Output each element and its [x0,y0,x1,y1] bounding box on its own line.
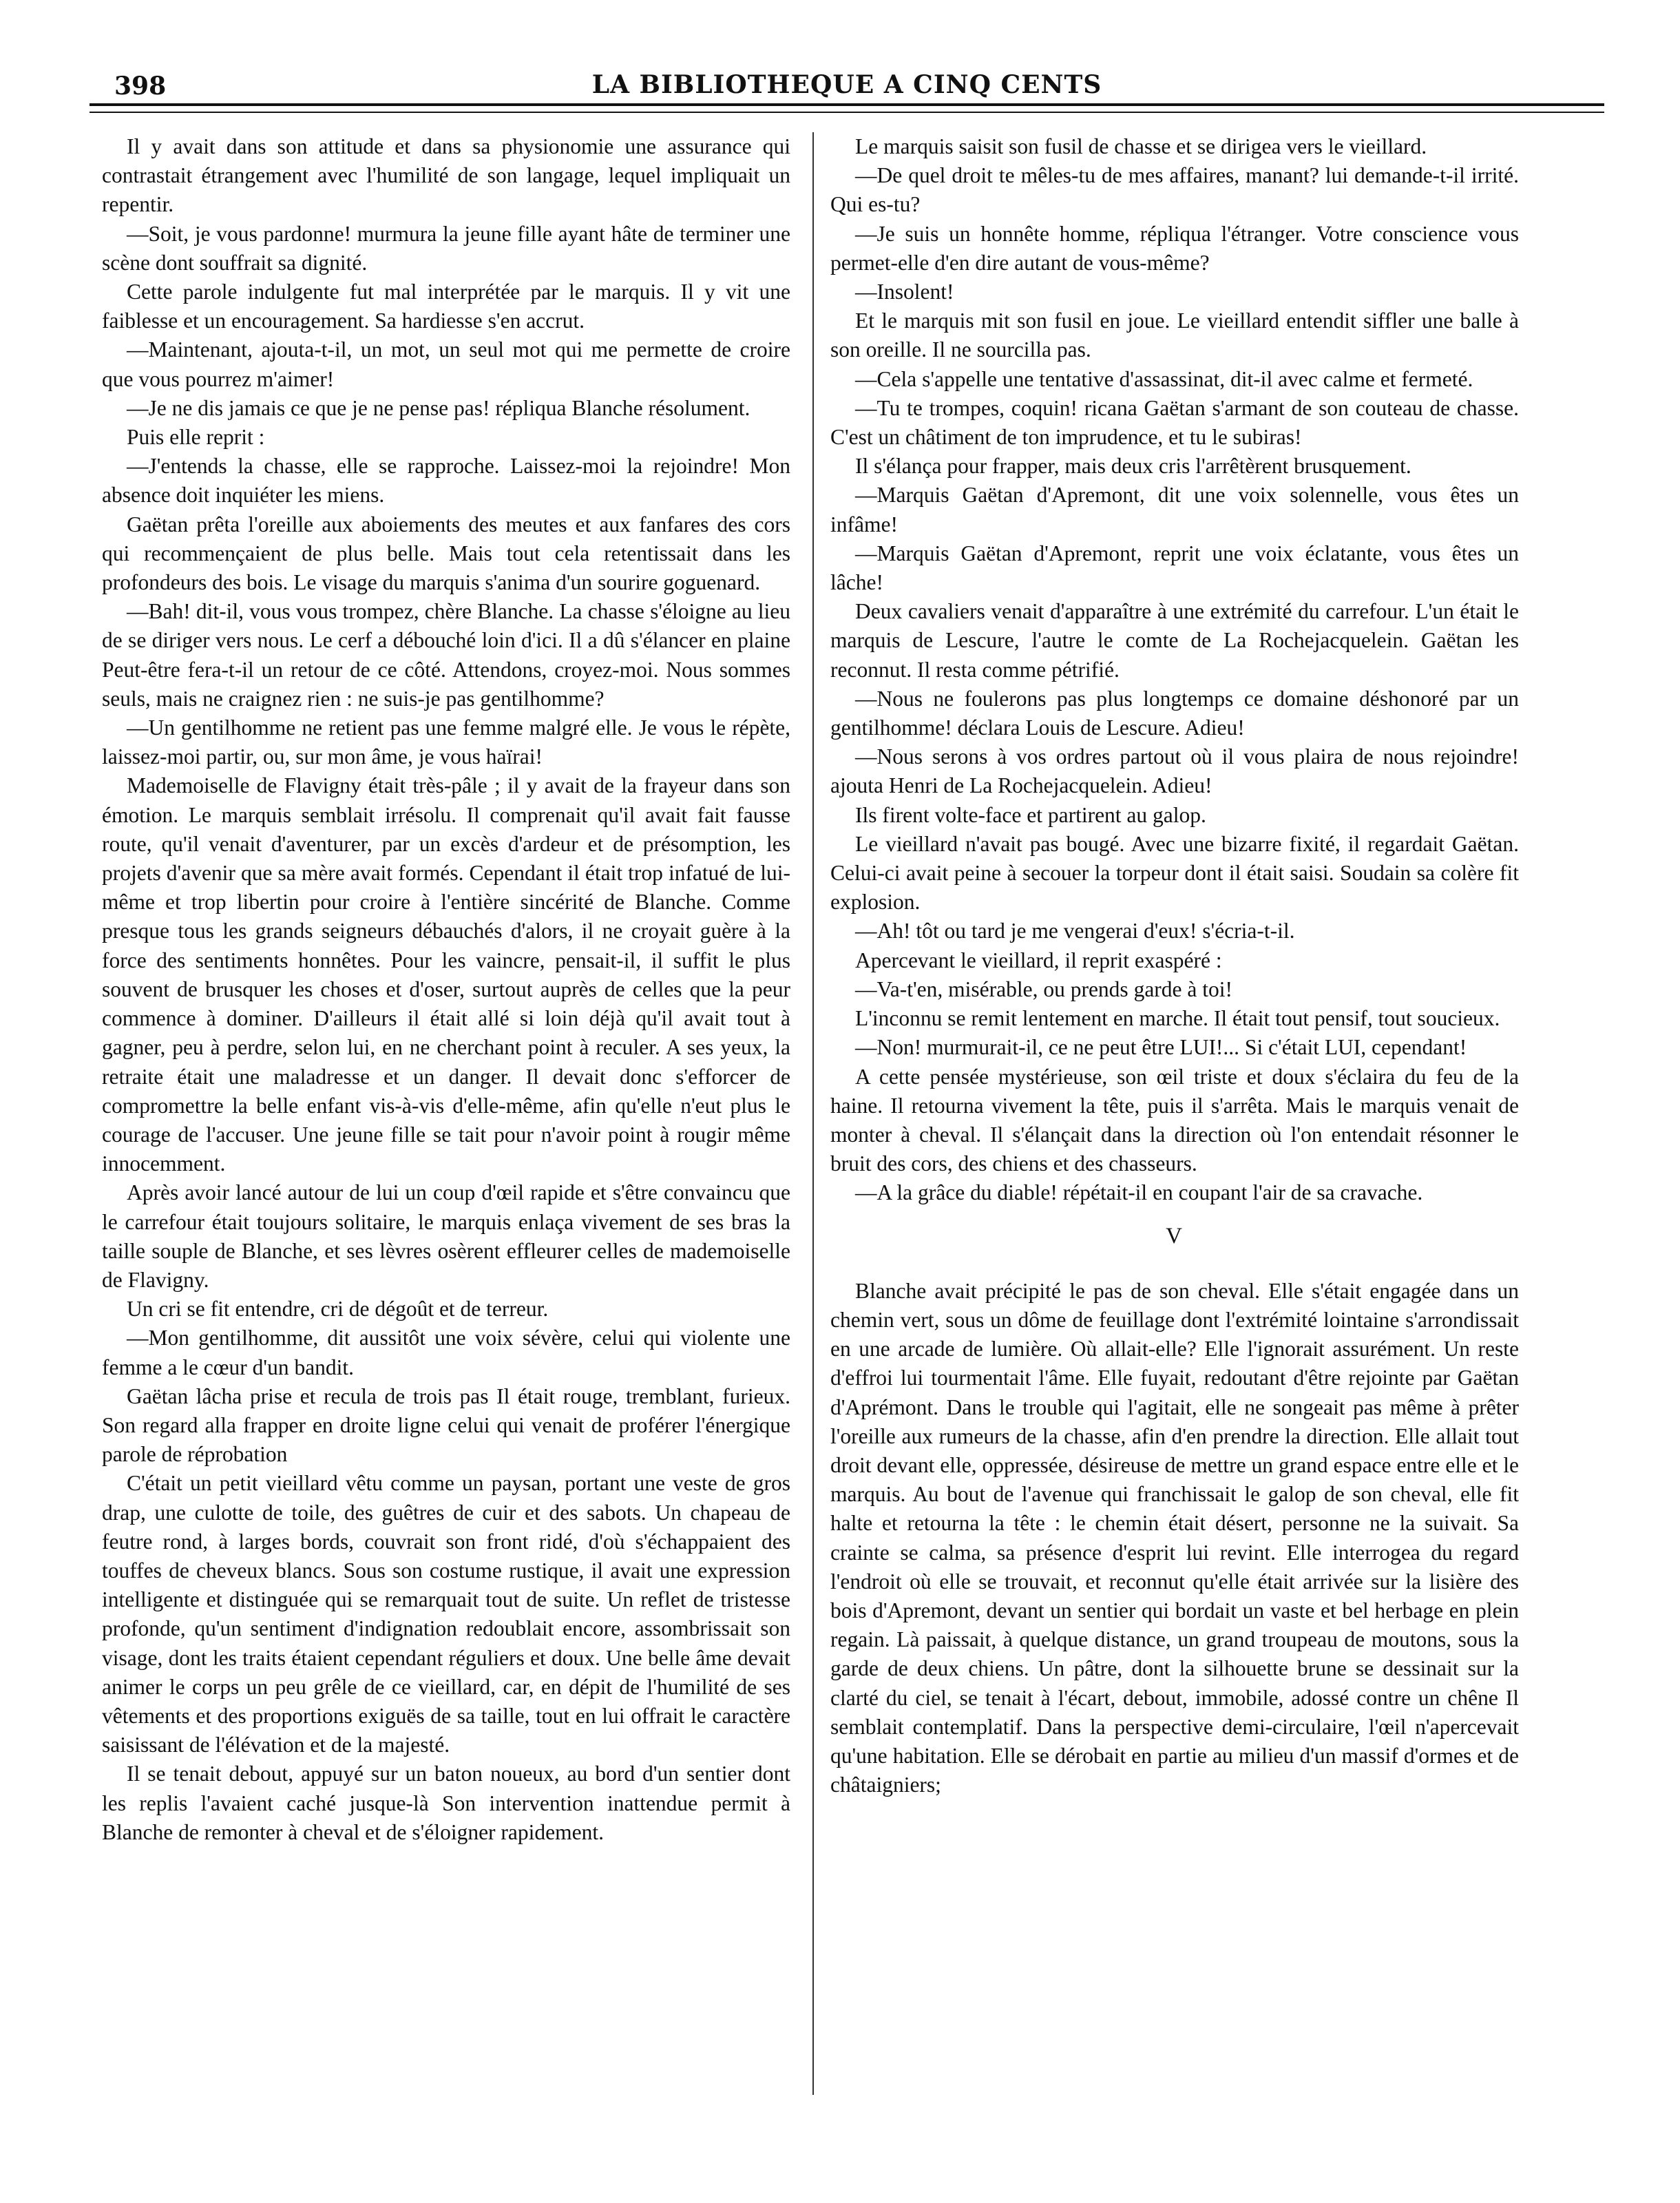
paragraph: —J'entends la chasse, elle se rapproche. Laissez-moi la rejoindre! Mon absence doit inquiéter les miens. [102,454,790,508]
paragraph: —Soit, je vous pardonne! murmura la jeune fille ayant hâte de terminer une scène dont souffrait sa dignité. [102,221,790,275]
section-numeral: V [1166,1223,1184,1249]
paragraph: —Maintenant, ajouta-t-il, un mot, un seul mot qui me permette de croire que vous pourrez m'aimer! [102,337,790,391]
paragraph: Puis elle reprit : [127,425,265,450]
paragraph: —Un gentilhomme ne retient pas une femme malgré elle. Je vous le répète, laissez-moi partir, ou, sur mon âme, je vous haïrai! [102,716,790,769]
paragraph: —Ah! tôt ou tard je me vengerai d'eux! s'écria-t-il. [855,919,1295,943]
paragraph: —Marquis Gaëtan d'Apremont, reprit une voix éclatante, vous êtes un lâche! [830,541,1519,595]
paragraph: —Tu te trompes, coquin! ricana Gaëtan s'armant de son couteau de chasse. C'est un châtiment de ton imprudence, et tu le subiras! [830,395,1519,450]
paragraph: —Va-t'en, misérable, ou prends garde à toi! [855,977,1232,1001]
paragraph: —Bah! dit-il, vous vous trompez, chère Blanche. La chasse s'éloigne au lieu de se diriger vers nous. Le cerf a débouché loin d'ici. Il a dû s'élancer en plaine Peut-être fera-t-il un retour de ce côté. Attendons, croyez-moi. Nous sommes seuls, mais ne craignez rien : ne suis-je pas gentilhomme? [102,599,790,711]
paragraph: Cette parole indulgente fut mal interprétée par le marquis. Il y vit une faiblesse et un encouragement. Sa hardiesse s'en accrut. [102,280,790,333]
paragraph: Apercevant le vieillard, il reprit exaspéré : [855,948,1222,972]
left-column [102,132,790,2129]
paragraph: —Cela s'appelle une tentative d'assassinat, dit-il avec calme et fermeté. [855,366,1473,391]
paragraph: —Nous serons à vos ordres partout où il vous plaira de nous rejoindre! ajouta Henri de La Rochejacquelein. Adieu! [830,744,1519,798]
paragraph: Le marquis saisit son fusil de chasse et se dirigea vers le vieillard. [855,134,1427,158]
paragraph: —De quel droit te mêles-tu de mes affaires, manant? lui demande-t-il irrité. Qui es-tu? [830,163,1519,217]
paragraph: —Je suis un honnête homme, répliqua l'étranger. Votre conscience vous permet-elle d'en dire autant de vous-même? [830,221,1519,275]
paragraph: Mademoiselle de Flavigny était très-pâle ; il y avait de la frayeur dans son émotion. Le marquis semblait irrésolu. Il comprenait qu'il avait fait fausse route, qu'il venait d'aventurer, par un excès d'ardeur et de présomption, les projets d'avenir que sa mère avait formés. Cependant il était trop infatué de lui-même et trop libertin pour croire à l'entière sincérité de Blanche. Comme presque tous les grands seigneurs débauchés d'alors, il ne croyait guère à la force des sentiments honnêtes. Pour les vaincre, pensait-il, il suffit le plus souvent de brusquer les choses et d'oser, surtout auprès de celles que la peur commence à dominer. D'ailleurs il était allé si loin déjà qu'il avait tout à gagner, peu à perdre, selon lui, en ne cherchant point à reculer. A ses yeux, la retraite était une maladresse et un danger. Il devait donc s'efforcer de compromettre la belle enfant vis-à-vis d'elle-même, afin qu'elle n'eut plus le courage de l'accuser. Une jeune fille se tait pour n'avoir point à rougir même innocemment. [102,773,790,1176]
paragraph: —Nous ne foulerons pas plus longtemps ce domaine déshonoré par un gentilhomme! déclara Louis de Lescure. Adieu! [830,686,1519,740]
paragraph: Gaëtan lâcha prise et recula de trois pas Il était rouge, tremblant, furieux. Son regard alla frapper en droite ligne celui qui venait de proférer l'énergique parole de réprobation [102,1384,790,1467]
running-title: LA BIBLIOTHEQUE A CINQ CENTS [591,70,1102,99]
paragraph: —A la grâce du diable! répétait-il en coupant l'air de sa cravache. [855,1180,1423,1205]
paragraph: —Marquis Gaëtan d'Apremont, dit une voix solennelle, vous êtes un infâme! [830,483,1519,536]
header-rule-thin [90,112,1604,113]
right-column [830,132,1519,2129]
header-rule-thick [90,103,1604,106]
paragraph: —Non! murmurait-il, ce ne peut être LUI!... Si c'était LUI, cependant! [855,1035,1467,1060]
paragraph: L'inconnu se remit lentement en marche. Il était tout pensif, tout soucieux. [855,1006,1500,1031]
paragraph: Il y avait dans son attitude et dans sa physionomie une assurance qui contrastait étrangement avec l'humilité de son langage, lequel impliquait un repentir. [102,134,790,217]
paragraph: Gaëtan prêta l'oreille aux aboiements des meutes et aux fanfares des cors qui recommençaient de plus belle. Mais tout cela retentissait dans les profondeurs des bois. Le visage du marquis s'anima d'un sourire goguenard. [102,512,790,595]
paragraph: Et le marquis mit son fusil en joue. Le vieillard entendit siffler une balle à son oreille. Il ne sourcilla pas. [830,309,1519,362]
paragraph: Un cri se fit entendre, cri de dégoût et de terreur. [127,1297,549,1322]
paragraph: Il s'élança pour frapper, mais deux cris l'arrêtèrent brusquement. [855,454,1411,479]
paragraph: —Mon gentilhomme, dit aussitôt une voix sévère, celui qui violente une femme a le cœur d'un bandit. [102,1326,790,1379]
page-header [90,66,1604,107]
page-number: 398 [114,72,167,101]
paragraph: —Insolent! [855,280,954,304]
paragraph: C'était un petit vieillard vêtu comme un paysan, portant une veste de gros drap, une culotte de toile, des guêtres de cuir et des sabots. Un chapeau de feutre rond, à larges bords, couvrait son front ridé, d'où s'échappaient des touffes de cheveux blancs. Sous son costume rustique, il avait une expression intelligente et distinguée qui se remarquait tout de suite. Un reflet de tristesse profonde, qu'un sentiment d'indignation redoublait encore, assombrissait son visage, dont les traits étaient cependant réguliers et doux. Une belle âme devait animer le corps un peu grêle de ce vieillard, car, en dépit de l'humilité de ses vêtements et des proportions exiguës de sa taille, tout en lui offrait le caractère saisissant de l'élévation et de la majesté. [102,1471,790,1757]
paragraph: Il se tenait debout, appuyé sur un baton noueux, au bord d'un sentier dont les replis l'avaient caché jusque-là Son intervention inattendue permit à Blanche de remonter à cheval et de s'éloigner rapidement. [102,1762,790,1844]
paragraph: —Je ne dis jamais ce que je ne pense pas! répliqua Blanche résolument. [127,395,750,420]
column-divider [812,132,814,2095]
paragraph: A cette pensée mystérieuse, son œil triste et doux s'éclaira du feu de la haine. Il retourna vivement la tête, puis il s'arrêta. Mais le marquis venait de monter à cheval. Il s'élançait dans la direction où l'on entendait résonner le bruit des cors, des chiens et des chasseurs. [830,1064,1519,1176]
paragraph: Ils firent volte-face et partirent au galop. [855,802,1206,827]
paragraph: Après avoir lancé autour de lui un coup d'œil rapide et s'être convaincu que le carrefour était toujours solitaire, le marquis enlaça vivement de ses bras la taille souple de Blanche, et ses lèvres osèrent effleurer celles de mademoiselle de Flavigny. [102,1180,790,1292]
paragraph: Deux cavaliers venait d'apparaître à une extrémité du carrefour. L'un était le marquis de Lescure, l'autre le comte de La Rochejacquelein. Gaëtan les reconnut. Il resta comme pétrifié. [830,599,1519,682]
paragraph: Blanche avait précipité le pas de son cheval. Elle s'était engagée dans un chemin vert, sous un dôme de feuillage dont l'extrémité lointaine s'arrondissait en une arcade de lumière. Où allait-elle? Elle l'ignorait assurément. Un reste d'effroi lui tourmentait l'âme. Elle fuyait, redoutant d'être rejointe par Gaëtan d'Aprémont. Dans le trouble qui l'agitait, elle ne songeait pas même à prêter l'oreille aux rumeurs de la chasse, afin d'en prendre la direction. Elle allait tout droit devant elle, oppressée, désireuse de mettre un grand espace entre elle et le marquis. Au bout de l'avenue qui franchissait le galop de son cheval, elle fit halte et retourna la tête : le chemin était désert, personne ne la suivait. Sa crainte se calma, sa présence d'esprit lui revint. Elle interrogea du regard l'endroit où elle se trouvait, et reconnut qu'elle était arrivée sur la lisière des bois d'Apremont, devant un sentier qui bordait un vaste et bel herbage en plein regain. Là paissait, à quelque distance, un grand troupeau de moutons, sous la garde de deux chiens. Un pâtre, dont la silhouette brune se dessinait sur la clarté du ciel, se tenait à l'écart, debout, immobile, adossé contre un chêne Il semblait contemplatif. Dans la perspective demi-circulaire, l'œil n'apercevait qu'une habitation. Elle se dérobait en partie au milieu d'un massif d'ormes et de châtaigniers; [830,1278,1519,1797]
paragraph: Le vieillard n'avait pas bougé. Avec une bizarre fixité, il regardait Gaëtan. Celui-ci avait peine à secouer la torpeur dont il était saisi. Soudain sa colère fit explosion. [830,831,1519,915]
